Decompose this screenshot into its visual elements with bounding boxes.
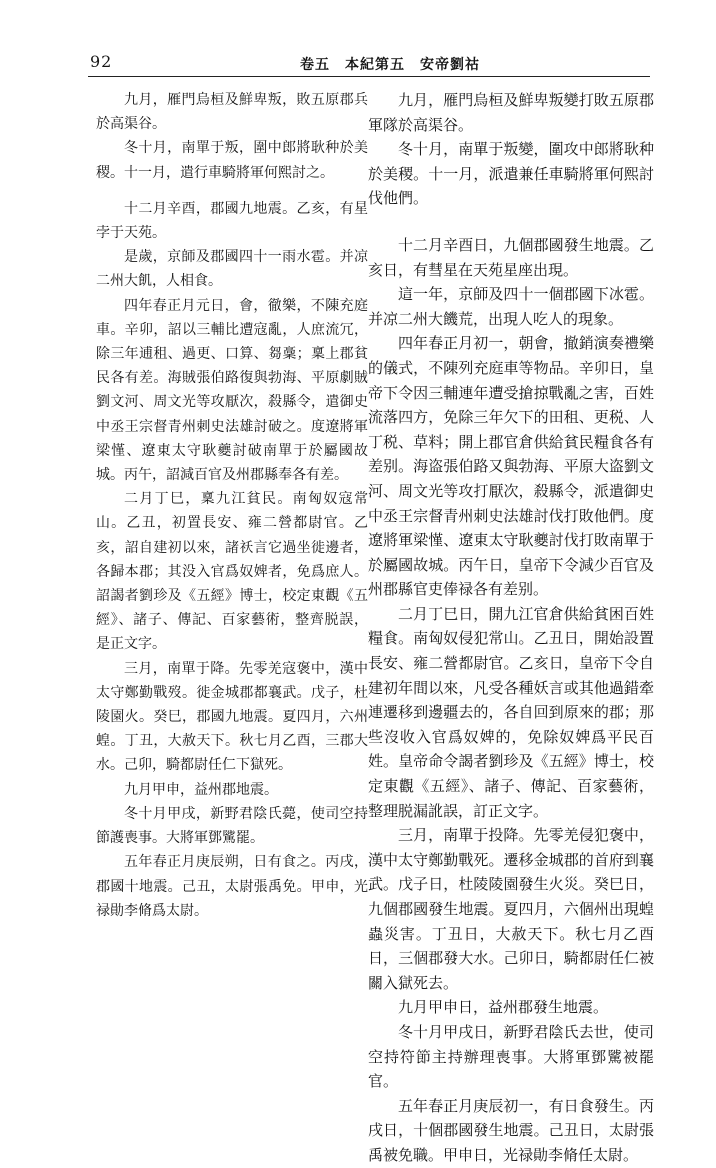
translation-paragraph: 十二月辛酉日，九個郡國發生地震。乙亥日，有彗星在天苑星座出現。 <box>368 235 654 279</box>
classical-text-column <box>96 88 368 923</box>
page-number: 92 <box>90 52 113 71</box>
translation-paragraph: 冬十月，南單于叛變，圍攻中郎將耿种於美稷。十一月，派遣兼任車騎將軍何熙討伐他們。 <box>368 140 654 208</box>
translation-paragraph: 九月，雁門烏桓及鮮卑叛變打敗五原郡軍隊於高渠谷。 <box>368 91 654 134</box>
classical-paragraph: 三月，南單于降。先零羌寇褒中，漢中太守鄭勤戰歿。徙金城郡都襄武。戊子，杜陵園火。癸巳，郡國九地震。夏四月，六州蝗。丁丑，大赦天下。秋七月乙酉，三郡大水。己卯，騎都尉任仁下獄死。 <box>96 660 368 774</box>
translation-paragraph: 三月，南單于投降。先零羌侵犯褒中，漢中太守鄭勤戰死。遷移金城郡的首府到襄武。戊子日，杜陵陵園發生火災。癸巳日，九個郡國發生地震。夏四月，六個州出現蝗蟲災害。丁丑日，大赦天下。秋七月乙酉日，三個郡發大水。己卯日，騎都尉任仁被關入獄死去。 <box>368 826 654 992</box>
translation-paragraph: 九月甲申日，益州郡發生地震。 <box>398 998 609 1017</box>
classical-paragraph: 二月丁巳，稟九江貧民。南匈奴寇常山。乙丑，初置長安、雍二營都尉官。乙亥，詔自建初以來，諸祅言它過坐徙邊者，各歸本郡；其没入官爲奴婢者，免爲庶人。詔謁者劉珍及《五經》博士，校定東觀《五經》、諸子、傳記、百家藝術，整齊脱誤，是正文字。 <box>96 491 368 653</box>
translation-paragraph: 五年春正月庚辰初一，有日食發生。丙戌日，十個郡國發生地震。己丑日，太尉張禹被免職。甲申日，光禄勛李脩任太尉。 <box>368 1096 654 1164</box>
classical-paragraph: 九月甲申，益州郡地震。 <box>124 781 278 798</box>
translation-paragraph: 冬十月甲戌日，新野君陰氏去世，使司空持符節主持辦理喪事。大將軍鄧騭被罷官。 <box>368 1022 654 1091</box>
classical-paragraph: 十二月辛酉，郡國九地震。乙亥，有星孛于天苑。 <box>96 200 368 242</box>
translation-text-column <box>368 88 654 1168</box>
classical-paragraph: 是歲，京師及郡國四十一雨水雹。并凉二州大飢，人相食。 <box>96 249 368 290</box>
classical-paragraph: 冬十月，南單于叛，圍中郎將耿种於美稷。十一月，遣行車騎將軍何熙討之。 <box>96 140 368 181</box>
running-title: 卷五 本紀第五 安帝劉祜 <box>300 57 480 73</box>
translation-paragraph: 二月丁巳日，開九江官倉供給貧困百姓糧食。南匈奴侵犯常山。乙丑日，開始設置長安、雍二營都尉官。乙亥日，皇帝下令自建初年間以來，凡受各種妖言或其他過錯牽連遷移到邊疆去的，各自回到原來的郡；那些沒收入官爲奴婢的，免除奴婢爲平民百姓。皇帝命令謁者劉珍及《五經》博士，校定東觀《五經》、諸子、傳記、百家藝術，整理脱漏訛誤，訂正文字。 <box>368 604 654 820</box>
classical-paragraph: 九月，雁門烏桓及鮮卑叛，敗五原郡兵於高渠谷。 <box>96 92 368 133</box>
translation-paragraph: 這一年，京師及四十一個郡國下冰雹。并凉二州大饑荒，出現人吃人的現象。 <box>368 285 654 328</box>
classical-paragraph: 五年春正月庚辰朔，日有食之。丙戌，郡國十地震。己丑，太尉張禹免。甲申，光禄勛李脩爲太尉。 <box>96 854 368 919</box>
translation-paragraph: 四年春正月初一，朝會，撤銷演奏禮樂的儀式，不陳列充庭車等物品。辛卯日，皇帝下令因三輔連年遭受搶掠戰亂之害，百姓流落四方，免除三年欠下的田租、更税、人丁税、草料；開上郡官倉供給貧民糧食各有差别。海盗張伯路又與勃海、平原大盗劉文河、周文光等攻打厭次，殺縣令，派遣御史中丞王宗督青州刺史法雄討伐打敗他們。度遼將軍梁慬、遼東太守耿夔討伐打敗南單于於屬國故城。丙午日，皇帝下令減少百官及州郡縣官吏俸禄各有差别。 <box>368 334 654 599</box>
classical-paragraph: 四年春正月元日，會，徹樂，不陳充庭車。辛卯，詔以三輔比遭寇亂，人庶流冗，除三年逋租、過更、口算、芻稾；稟上郡貧民各有差。海賊張伯路復與勃海、平原劇賊劉文河、周文光等攻厭次，殺縣令，遣御史中丞王宗督青州刺史法雄討破之。度遼將軍梁慬、遼東太守耿夔討破南單于於屬國故城。丙午，詔減百官及州郡縣奉各有差。 <box>96 297 368 484</box>
classical-paragraph: 冬十月甲戌，新野君陰氏薨，使司空持節護喪事。大將軍鄧騭罷。 <box>96 805 368 847</box>
header-rule <box>88 76 650 77</box>
